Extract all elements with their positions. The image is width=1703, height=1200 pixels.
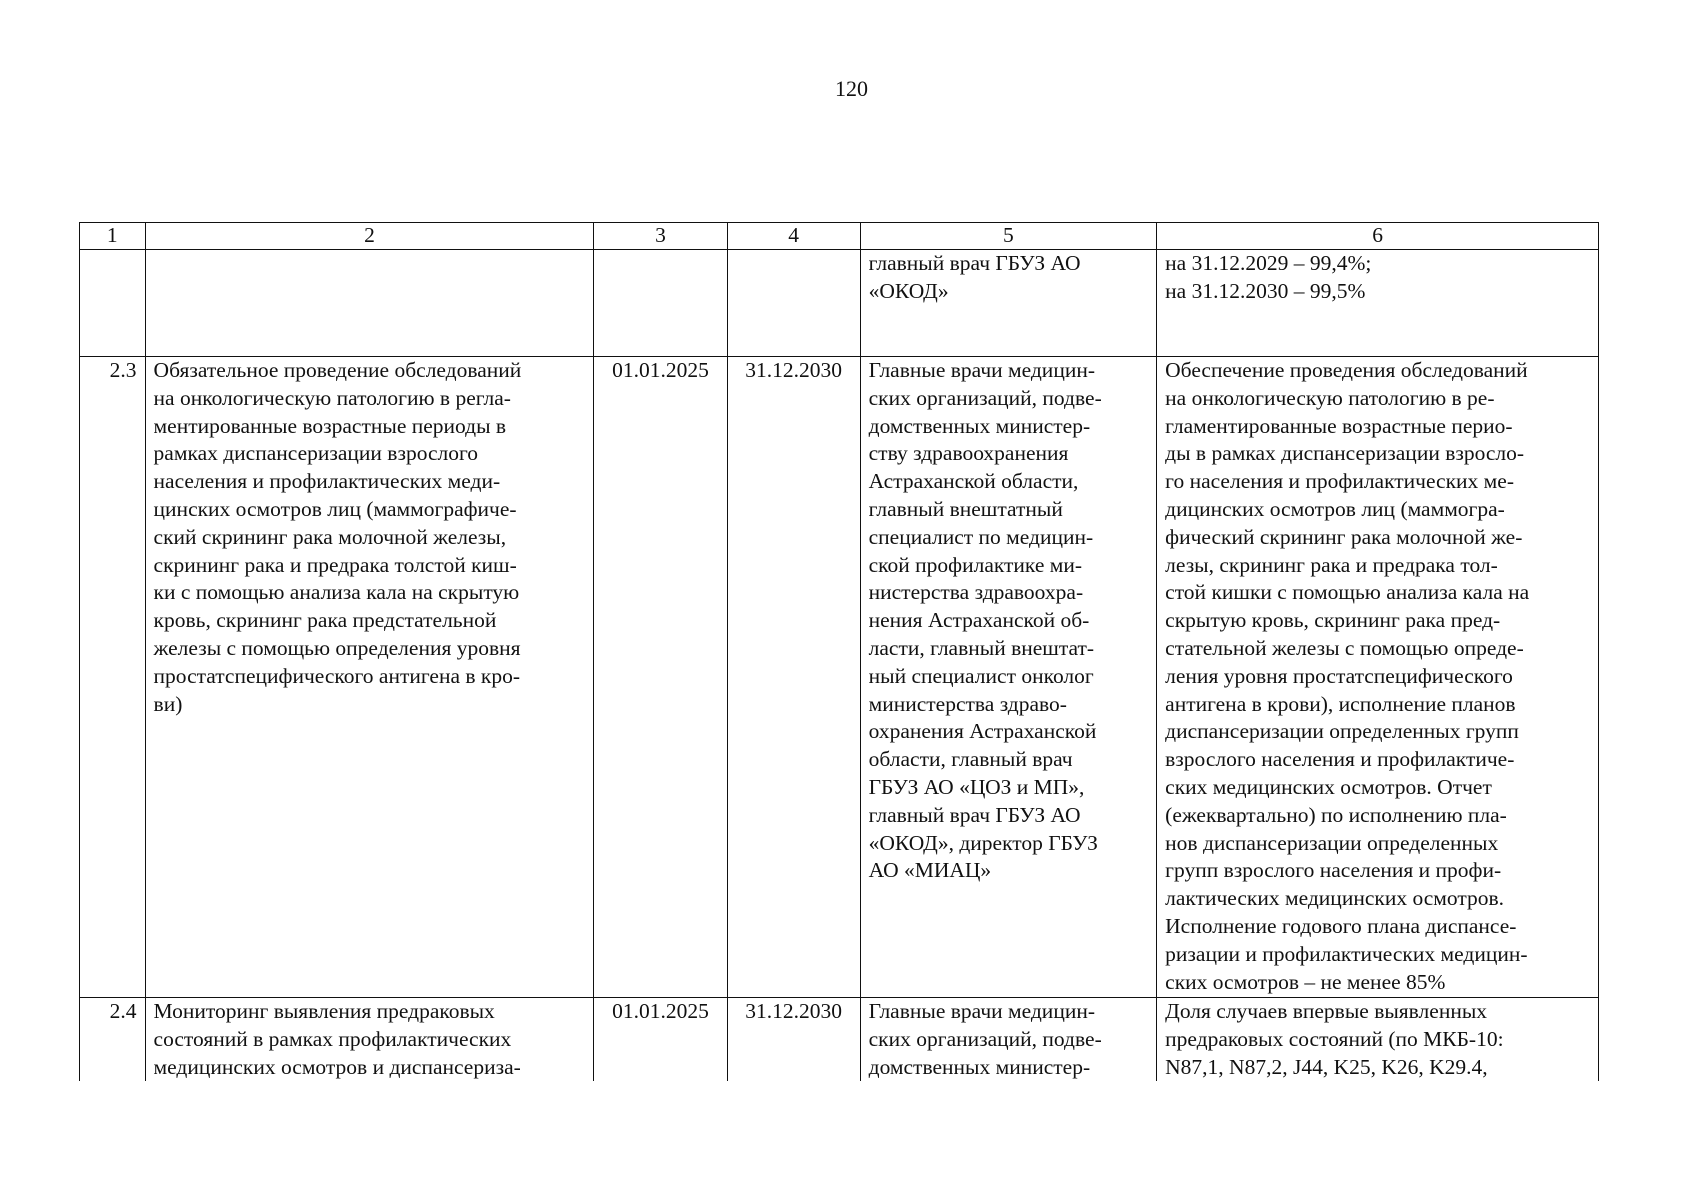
text-line: нов диспансеризации определенных <box>1165 830 1499 855</box>
text-line: рамках диспансеризации взрослого <box>153 441 479 466</box>
text-line: Обязательное проведение обследований <box>153 358 522 382</box>
start-date <box>594 250 727 357</box>
text-line: нения Астраханской об- <box>868 608 1090 633</box>
text-line: на 31.12.2030 – 99,5% <box>1165 278 1366 303</box>
text-line: кровь, скрининг рака предстательной <box>153 608 497 633</box>
table-header-row <box>80 223 1599 250</box>
end-date: 31.12.2030 <box>727 357 860 998</box>
text-line: охранения Астраханской <box>868 719 1097 744</box>
text-line: ды в рамках диспансеризации взросло- <box>1165 441 1525 466</box>
text-line: ментированные возрастные периоды в <box>153 413 507 438</box>
header-cell-6: 6 <box>1157 223 1599 250</box>
text-line: ласти, главный внештат- <box>868 635 1095 660</box>
text-line: АО «МИАЦ» <box>868 858 992 883</box>
text-line: диспансеризации определенных групп <box>1165 719 1519 744</box>
start-date: 01.01.2025 <box>594 998 727 1082</box>
text-line: Мониторинг выявления предраковых <box>153 999 495 1023</box>
text-line: «ОКОД» <box>868 278 949 303</box>
responsible-cell <box>860 357 1157 998</box>
text-line: лезы, скрининг рака и предрака тол- <box>1165 552 1498 577</box>
page-number: 120 <box>835 76 868 101</box>
text-line: Главные врачи медицин- <box>868 999 1095 1023</box>
text-line: гламентированные возрастные перио- <box>1165 413 1513 438</box>
text-line: состояний в рамках профилактических <box>153 1026 512 1051</box>
text-line: железы с помощью определения уровня <box>153 635 521 660</box>
text-line: домственных министер- <box>868 1054 1091 1079</box>
text-line: ских организаций, подве- <box>868 1026 1102 1051</box>
text-line: ский скрининг рака молочной железы, <box>153 524 507 549</box>
table-row <box>80 998 1599 1082</box>
header-cell-3: 3 <box>594 223 727 250</box>
text-line: населения и профилактических меди- <box>153 469 501 494</box>
text-line: го населения и профилактических ме- <box>1165 469 1514 494</box>
text-line: Главные врачи медицин- <box>868 358 1095 382</box>
result-cell <box>1157 357 1599 998</box>
text-line: главный врач ГБУЗ АО <box>868 251 1081 275</box>
text-line: главный врач ГБУЗ АО <box>868 802 1081 827</box>
text-line: ГБУЗ АО «ЦОЗ и МП», <box>868 774 1085 799</box>
end-date <box>727 250 860 357</box>
text-line: ки с помощью анализа кала на скрытую <box>153 580 520 605</box>
text-line: ских организаций, подве- <box>868 385 1102 410</box>
table-row <box>80 357 1599 998</box>
text-line: на онкологическую патологию в ре- <box>1165 385 1495 410</box>
text-line: фический скрининг рака молочной же- <box>1165 524 1523 549</box>
action-cell <box>145 357 594 998</box>
header-cell-5: 5 <box>860 223 1157 250</box>
header-cell-1: 1 <box>80 223 146 250</box>
text-line: Астраханской области, <box>868 469 1079 494</box>
text-line: стой кишки с помощью анализа кала на <box>1165 580 1530 605</box>
text-line: (ежеквартально) по исполнению пла- <box>1165 802 1507 827</box>
text-line: взрослого населения и профилактиче- <box>1165 747 1515 772</box>
plan-table <box>79 222 1599 1081</box>
text-line: медицинских осмотров и диспансериза- <box>153 1054 521 1079</box>
start-date: 01.01.2025 <box>594 357 727 998</box>
text-line: ских осмотров – не менее 85% <box>1165 969 1446 994</box>
text-line: дицинских осмотров лиц (маммогра- <box>1165 496 1505 521</box>
responsible-cell <box>860 998 1157 1082</box>
text-line: специалист по медицин- <box>868 524 1094 549</box>
text-line: «ОКОД», директор ГБУЗ <box>868 830 1098 855</box>
row-number: 2.4 <box>80 998 146 1082</box>
text-line: главный внештатный <box>868 496 1063 521</box>
text-line: Доля случаев впервые выявленных <box>1165 999 1488 1023</box>
text-line: ный специалист онколог <box>868 663 1094 688</box>
text-line: цинских осмотров лиц (маммографиче- <box>153 496 517 521</box>
text-line: скрытую кровь, скрининг рака пред- <box>1165 608 1501 633</box>
text-line: простатспецифического антигена в кро- <box>153 663 521 688</box>
action-cell <box>145 998 594 1082</box>
header-cell-2: 2 <box>145 223 594 250</box>
result-cell <box>1157 998 1599 1082</box>
row-number: 2.3 <box>80 357 146 998</box>
text-line: министерства здраво- <box>868 691 1067 716</box>
text-line: области, главный врач <box>868 747 1073 772</box>
text-line: на онкологическую патологию в регла- <box>153 385 511 410</box>
text-line: групп взрослого населения и профи- <box>1165 858 1502 883</box>
result-cell <box>1157 250 1599 357</box>
action-cell <box>145 250 594 357</box>
text-line: ви) <box>153 691 183 716</box>
text-line: антигена в крови), исполнение планов <box>1165 691 1516 716</box>
text-line: ских медицинских осмотров. Отчет <box>1165 774 1492 799</box>
text-line: нистерства здравоохра- <box>868 580 1084 605</box>
text-line: предраковых состояний (по МКБ-10: <box>1165 1026 1504 1051</box>
text-line: Обеспечение проведения обследований <box>1165 358 1528 382</box>
text-line: ризации и профилактических медицин- <box>1165 941 1528 966</box>
text-line: скрининг рака и предрака толстой киш- <box>153 552 517 577</box>
text-line: Исполнение годового плана диспансе- <box>1165 913 1517 938</box>
responsible-cell <box>860 250 1157 357</box>
end-date: 31.12.2030 <box>727 998 860 1082</box>
text-line: стательной железы с помощью опреде- <box>1165 635 1524 660</box>
text-line: домственных министер- <box>868 413 1091 438</box>
text-line: на 31.12.2029 – 99,4%; <box>1165 251 1372 275</box>
text-line: ской профилактике ми- <box>868 552 1083 577</box>
table-row <box>80 250 1599 357</box>
text-line: лактических медицинских осмотров. <box>1165 886 1505 911</box>
text-line: ству здравоохранения <box>868 441 1069 466</box>
header-cell-4: 4 <box>727 223 860 250</box>
row-number <box>80 250 146 357</box>
text-line: N87,1, N87,2, J44, K25, K26, K29.4, <box>1165 1054 1488 1079</box>
text-line: ления уровня простатспецифического <box>1165 663 1513 688</box>
